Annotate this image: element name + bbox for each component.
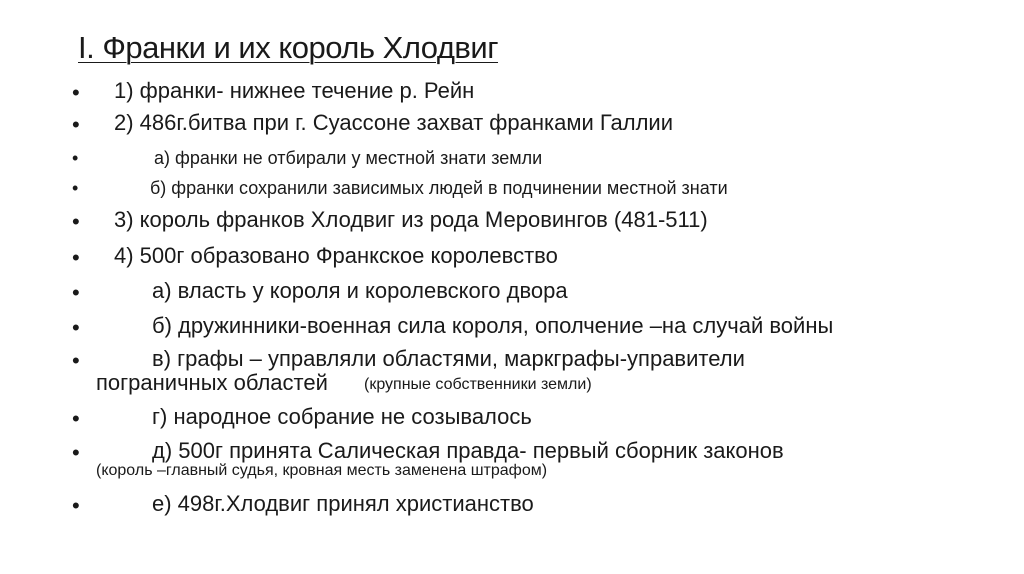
bullet-dot: • — [72, 209, 80, 234]
bullet-dot: • — [72, 440, 80, 465]
bullet-dot: • — [72, 348, 80, 373]
bullet-dot: • — [72, 493, 80, 518]
list-item-text: д) 500г принята Салическая правда- первый сборник законов — [152, 438, 784, 463]
bullet-dot: • — [72, 178, 79, 198]
slide-title: І. Франки и их король Хлодвиг — [78, 30, 499, 65]
list-item-continuation: пограничных областей — [96, 370, 328, 395]
list-item-text: 3) король франков Хлодвиг из рода Меровингов (481-511) — [114, 207, 708, 232]
bullet-dot: • — [72, 315, 80, 340]
bullet-dot: • — [72, 80, 80, 105]
bullet-dot: • — [72, 406, 80, 431]
list-item-text: 4) 500г образовано Франкское королевство — [114, 243, 558, 268]
list-item-text: 2) 486г.битва при г. Суассоне захват франками Галлии — [114, 110, 674, 135]
list-item-text: а) франки не отбирали у местной знати земли — [154, 148, 543, 168]
list-item-text: б) дружинники-военная сила короля, ополчение –на случай войны — [152, 313, 834, 338]
list-item-text: 1) франки- нижнее течение р. Рейн — [114, 78, 475, 103]
list-item-text: г) народное собрание не созывалось — [152, 404, 532, 429]
bullet-dot: • — [72, 112, 80, 137]
list-item-text: а) власть у короля и королевского двора — [152, 278, 568, 303]
list-item-text: в) графы – управляли областями, маркграфы-управители — [152, 346, 745, 371]
bullet-dot: • — [72, 148, 79, 168]
list-item-note: (король –главный судья, кровная месть заменена штрафом) — [96, 462, 548, 479]
list-item-text: б) франки сохранили зависимых людей в подчинении местной знати — [150, 178, 728, 198]
list-item-note: (крупные собственники земли) — [364, 376, 592, 393]
bullet-dot: • — [72, 280, 80, 305]
bullet-dot: • — [72, 245, 80, 270]
list-item-text: е) 498г.Хлодвиг принял христианство — [152, 491, 534, 516]
